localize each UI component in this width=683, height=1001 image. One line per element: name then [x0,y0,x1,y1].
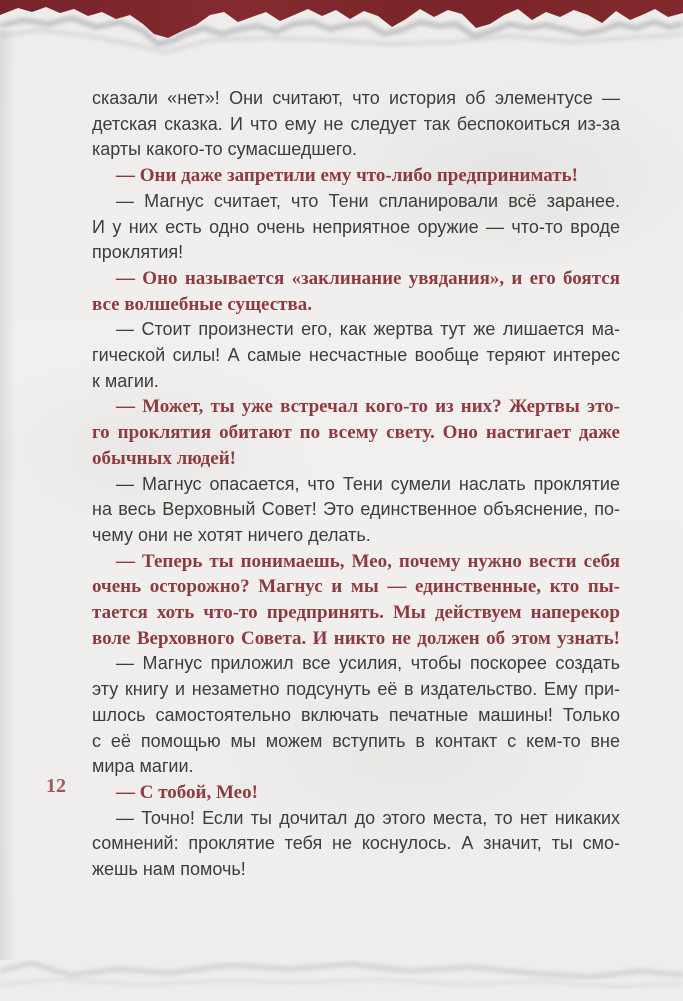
paragraph-normal [92,317,620,394]
text-line: чему они не хотят ничего делать. [92,524,371,545]
text-line: к магии. [92,370,159,391]
text-line: эту книгу и незаметно подсунуть её в издательство. Ему при- [92,679,620,700]
text-line: карты какого-то сумасшедшего. [92,139,358,160]
text-line: обычных людей! [92,447,236,469]
paragraph-normal [92,86,620,163]
text-line: — Точно! Если ты дочитал до этого места, то нет никаких [116,807,620,828]
text-line: — С тобой, Мео! [116,781,258,803]
text-line: — Магнус считает, что Тени спланировали всё заранее. [116,190,620,211]
paragraph-red [92,780,620,806]
text-line: сомнений: проклятие тебя не коснулось. А значит, ты смо- [92,833,620,854]
text-line: сказали «нет»! Они считают, что история об элементусе — [92,88,620,108]
paragraph-normal [92,189,620,266]
paragraph-normal [92,651,620,780]
paragraph-red [92,163,620,189]
text-line: шлось самостоятельно включать печатные машины! Только [92,704,620,725]
text-line: гической силы! А самые несчастные вообще теряют интерес [92,345,620,366]
text-line: мира магии. [92,756,194,777]
text-line: — Магнус опасается, что Тени сумели наслать проклятие [116,473,620,494]
text-line: го проклятия обитают по всему свету. Оно настигает даже [92,422,620,444]
page-number: 12 [46,775,66,797]
paragraph-red [92,549,620,652]
text-line: — Они даже запретили ему что-либо предпринимать! [116,165,579,187]
paragraph-red [92,394,620,471]
paragraph-normal [92,806,620,883]
text-line: очень осторожно? Магнус и мы — единственные, кто пы- [92,576,620,598]
text-line: — Оно называется «заклинание увядания», и его боятся [116,267,620,289]
text-line: — Может, ты уже встречал кого-то из них? Жертвы это- [116,396,620,418]
text-line: — Магнус приложил все усилия, чтобы поскорее создать [116,653,620,674]
text-line: — Теперь ты понимаешь, Мео, почему нужно вести себя [116,550,620,572]
text-line: воле Верховного Совета. И никто не должен об этом узнать! [92,627,620,649]
text-line: И у них есть одно очень неприятное оружие — что-то вроде [92,216,620,237]
text-line: проклятия! [92,242,184,263]
text-line: тается хоть что-то предпринять. Мы действуем наперекор [92,602,620,624]
text-line: все волшебные существа. [92,293,312,315]
torn-top-edge [0,0,683,70]
paragraph-normal [92,472,620,549]
text-line: детская сказка. И что ему не следует так беспокоиться из-за [92,113,620,134]
text-line: жешь нам помочь! [92,859,246,880]
text-line: — Стоит произнести его, как жертва тут же лишается ма- [116,319,620,340]
page-text [92,86,620,883]
bottom-watermark [0,931,683,1001]
text-line: с её помощью мы можем вступить в контакт с кем-то вне [92,730,620,751]
text-line: на весь Верховный Совет! Это единственное объяснение, по- [92,499,620,520]
paragraph-red [92,266,620,317]
left-edge-watermark [0,30,16,960]
